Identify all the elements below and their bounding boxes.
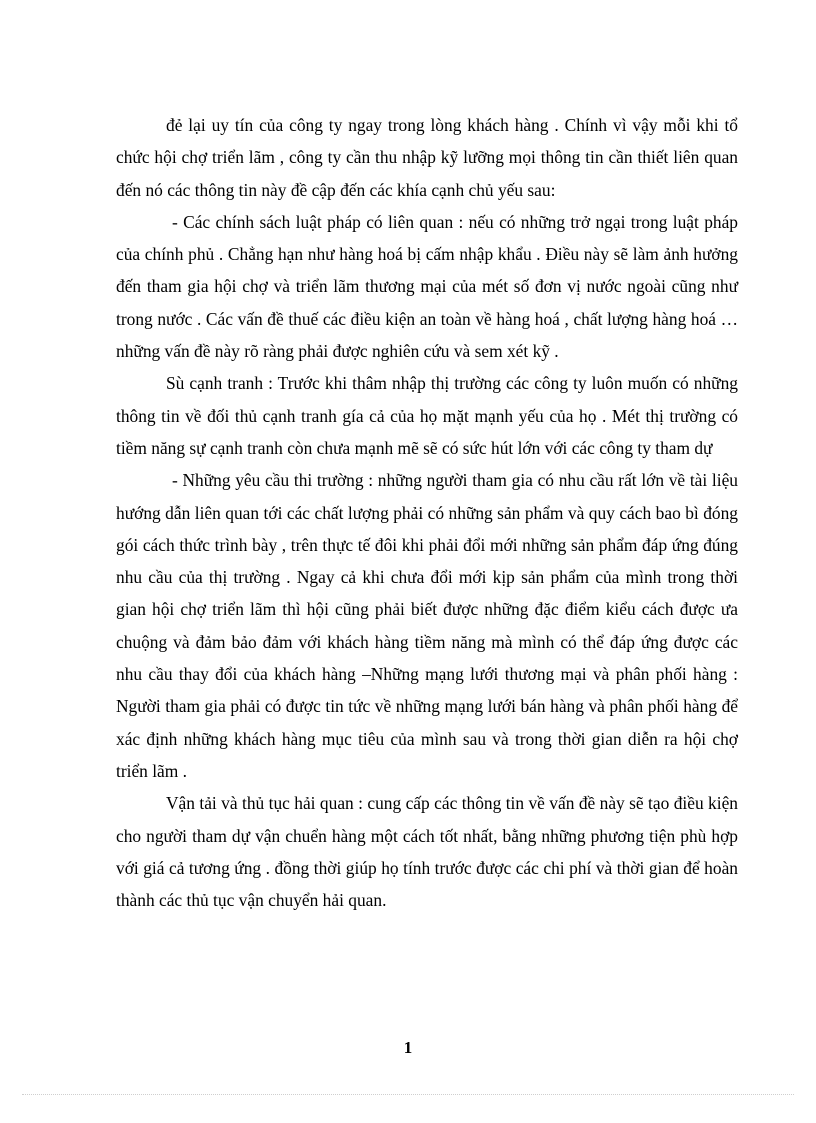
paragraph-transport-customs: Vận tải và thủ tục hải quan : cung cấp các thông tin về vấn đề này sẽ tạo điều kiện cho người tham dự vận chuển hàng một cách tốt nhất, bằng những phương tiện phù hợp với giá cả tương ứng . đồng thời giúp họ tính trước được các chi phí và thời gian để hoàn thành các thủ tục vận chuyển hải quan.: [116, 793, 738, 911]
paragraph-competition: Sù cạnh tranh : Trước khi thâm nhập thị trường các công ty luôn muốn có những thông tin về đối thủ cạnh tranh gía cả của họ mặt mạnh yếu của họ . Mét thị trường có tiềm năng sự cạnh tranh còn chưa mạnh mẽ sẽ có sức hút lớn với các công ty tham dự: [116, 373, 738, 458]
paragraph-intro: đẻ lại uy tín của công ty ngay trong lòng khách hàng . Chính vì vậy mỗi khi tổ chức hội chợ triển lãm , công ty cần thu nhập kỹ lưỡng mọi thông tin cần thiết liên quan đến nó các thông tin này đề cập đến các khía cạnh chủ yếu sau:: [116, 115, 738, 200]
page-number: 1: [403, 1038, 413, 1057]
body-text: [116, 109, 738, 916]
paragraph-legal-policies: - Các chính sách luật pháp có liên quan : nếu có những trở ngại trong luật pháp của chính phủ . Chẳng hạn như hàng hoá bị cấm nhập khẩu . Điều này sẽ làm ảnh hưởng đến tham gia hội chợ và triển lãm thương mại của mét số đơn vị nước ngoài cũng như trong nước . Các vấn đề thuế các điều kiện an toàn về hàng hoá , chất lượng hàng hoá …những vấn đề này rõ ràng phải được nghiên cứu và sem xét kỹ .: [116, 211, 738, 362]
paragraph-market-requirements: - Những yêu cầu thi trường : những người tham gia có nhu cầu rất lớn về tài liệu hướng dẫn liên quan tới các chất lượng phải có những sản phẩm và quy cách bao bì đóng gói cách thức trình bày , trên thực tế đôi khi phải đổi mới những sản phẩm đáp ứng đúng nhu cầu của thị trường . Ngay cả khi chưa đổi mới kịp sản phẩm của mình trong thời gian hội chợ triển lãm thì hội cũng phải biết được những đặc điểm kiểu cách được ưa chuộng và đảm bảo đảm với khách hàng tiềm năng mà mình có thể đáp ứng được các nhu cầu thay đổi của khách hàng –Những mạng lưới thương mại và phân phối hàng : Người tham gia phải có được tin tức về những mạng lưới bán hàng và phân phối hàng để xác định những khách hàng mục tiêu của mình sau và trong thời gian diễn ra hội chợ triển lãm .: [116, 470, 738, 781]
page-bottom-divider: [22, 1094, 794, 1095]
